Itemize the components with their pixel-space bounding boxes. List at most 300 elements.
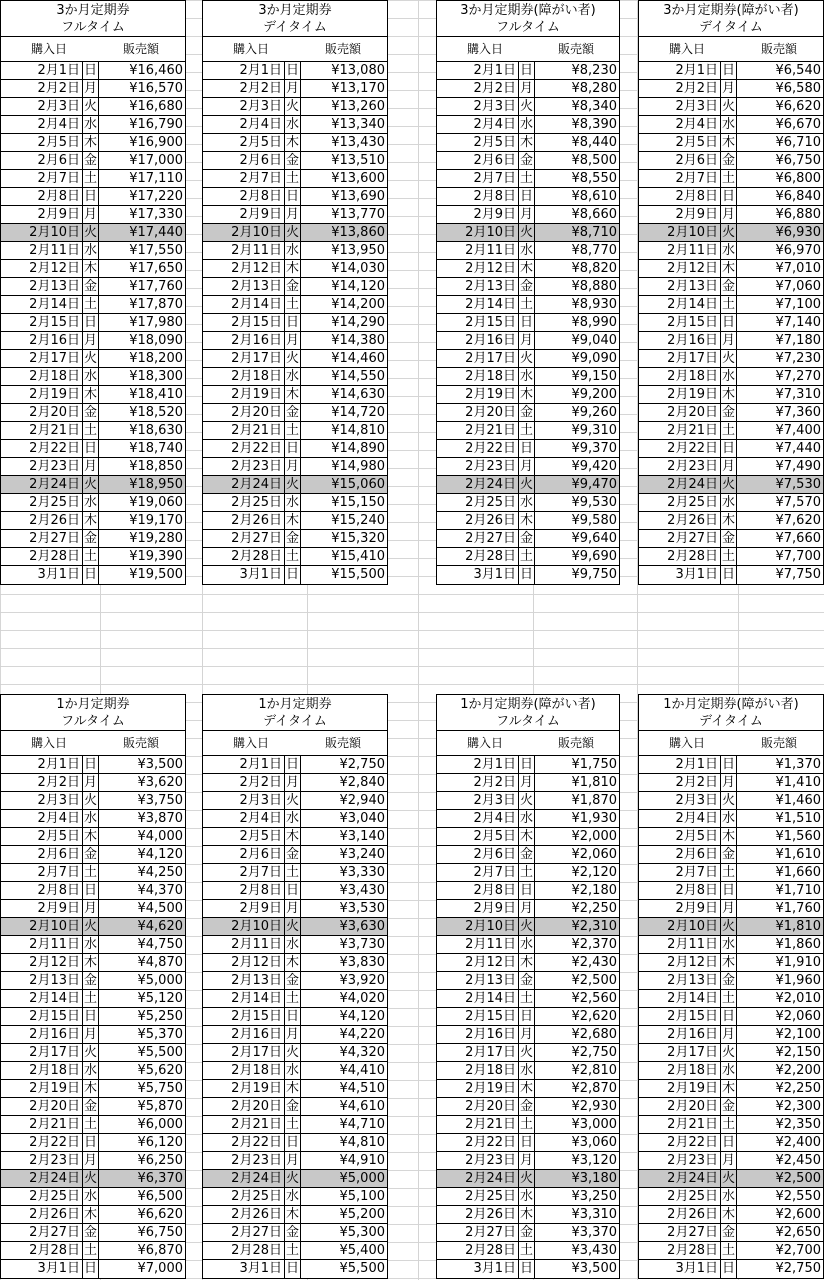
table-row — [203, 846, 387, 864]
price-cell: ¥6,580 — [775, 81, 821, 96]
table-row — [639, 1206, 823, 1224]
table-header — [1, 37, 185, 62]
price-cell: ¥15,410 — [331, 549, 385, 564]
table-row — [437, 1008, 619, 1026]
purchase-date-cell: 2月28日 — [437, 548, 519, 565]
price-cell: ¥2,100 — [775, 1027, 821, 1042]
price-cell: ¥18,950 — [129, 477, 183, 492]
price-cell: ¥4,220 — [339, 1027, 385, 1042]
price-cell: ¥19,060 — [129, 495, 183, 510]
price-cell: ¥4,610 — [339, 1099, 385, 1114]
table-row — [639, 864, 823, 882]
weekday-cell: 火 — [285, 225, 299, 240]
weekday-cell: 火 — [285, 919, 299, 934]
price-cell: ¥2,840 — [339, 775, 385, 790]
price-cell: ¥19,280 — [129, 531, 183, 546]
price-cell: ¥14,810 — [331, 423, 385, 438]
purchase-date-cell: 2月17日 — [203, 1044, 285, 1061]
purchase-date-cell: 2月18日 — [639, 1062, 721, 1079]
weekday-cell: 月 — [519, 459, 533, 474]
weekday-cell: 日 — [721, 1261, 735, 1276]
purchase-date-cell: 2月21日 — [203, 422, 285, 439]
purchase-date-cell: 2月8日 — [437, 188, 519, 205]
table-row — [639, 1170, 823, 1188]
purchase-date-cell: 2月4日 — [639, 116, 721, 133]
table-row — [437, 224, 619, 242]
price-cell: ¥1,370 — [775, 757, 821, 772]
table-row — [437, 242, 619, 260]
weekday-cell: 火 — [721, 99, 735, 114]
table-row — [203, 170, 387, 188]
table-row — [639, 1224, 823, 1242]
table-row — [203, 918, 387, 936]
purchase-date-cell: 2月8日 — [1, 882, 83, 899]
price-cell: ¥19,390 — [129, 549, 183, 564]
table-row — [1, 918, 185, 936]
purchase-date-cell: 2月18日 — [437, 1062, 519, 1079]
weekday-cell: 土 — [721, 549, 735, 564]
weekday-cell: 木 — [83, 1207, 97, 1222]
price-cell: ¥6,000 — [137, 1117, 183, 1132]
purchase-date-cell: 2月5日 — [437, 828, 519, 845]
weekday-cell: 日 — [721, 1009, 735, 1024]
weekday-cell: 水 — [721, 1189, 735, 1204]
table-row — [203, 1008, 387, 1026]
price-cell: ¥9,640 — [571, 531, 617, 546]
price-cell: ¥2,430 — [571, 955, 617, 970]
price-cell: ¥2,600 — [775, 1207, 821, 1222]
weekday-cell: 月 — [285, 1153, 299, 1168]
price-cell: ¥14,200 — [331, 297, 385, 312]
price-cell: ¥4,750 — [137, 937, 183, 952]
weekday-cell: 土 — [83, 865, 97, 880]
price-cell: ¥2,560 — [571, 991, 617, 1006]
weekday-cell: 火 — [83, 919, 97, 934]
weekday-cell: 金 — [83, 1225, 97, 1240]
price-cell: ¥3,620 — [137, 775, 183, 790]
table-row — [639, 1062, 823, 1080]
table-row — [639, 548, 823, 566]
purchase-date-cell: 2月25日 — [203, 1188, 285, 1205]
purchase-date-cell: 2月22日 — [639, 1134, 721, 1151]
price-cell: ¥7,060 — [775, 279, 821, 294]
purchase-date-cell: 2月9日 — [203, 900, 285, 917]
purchase-date-cell: 2月4日 — [1, 116, 83, 133]
weekday-cell: 火 — [285, 477, 299, 492]
weekday-cell: 木 — [721, 135, 735, 150]
price-cell: ¥13,260 — [331, 99, 385, 114]
table-row — [1, 530, 185, 548]
price-cell: ¥2,750 — [571, 1045, 617, 1060]
price-cell: ¥18,630 — [129, 423, 183, 438]
table-row — [639, 368, 823, 386]
price-cell: ¥1,870 — [571, 793, 617, 808]
price-cell: ¥14,030 — [331, 261, 385, 276]
price-cell: ¥9,040 — [571, 333, 617, 348]
table-row — [203, 882, 387, 900]
table-row — [639, 792, 823, 810]
weekday-cell: 金 — [721, 531, 735, 546]
price-cell: ¥6,840 — [775, 189, 821, 204]
purchase-date-cell: 2月2日 — [437, 80, 519, 97]
table-row — [639, 296, 823, 314]
purchase-date-cell: 3月1日 — [203, 566, 285, 584]
price-cell: ¥1,930 — [571, 811, 617, 826]
weekday-cell: 土 — [721, 423, 735, 438]
weekday-cell: 水 — [83, 243, 97, 258]
table-row — [1, 278, 185, 296]
table-row — [639, 332, 823, 350]
price-cell: ¥14,980 — [331, 459, 385, 474]
price-cell: ¥9,580 — [571, 513, 617, 528]
purchase-date-cell: 2月24日 — [437, 476, 519, 493]
purchase-date-cell: 2月14日 — [639, 296, 721, 313]
table-row — [437, 1080, 619, 1098]
weekday-cell: 金 — [519, 279, 533, 294]
purchase-date-cell: 2月19日 — [639, 386, 721, 403]
purchase-date-cell: 2月14日 — [639, 990, 721, 1007]
weekday-cell: 月 — [721, 81, 735, 96]
price-cell: ¥2,810 — [571, 1063, 617, 1078]
weekday-cell: 土 — [721, 297, 735, 312]
purchase-date-cell: 2月9日 — [437, 206, 519, 223]
purchase-date-cell: 2月1日 — [203, 756, 285, 773]
purchase-date-cell: 2月22日 — [437, 1134, 519, 1151]
weekday-cell: 水 — [83, 495, 97, 510]
table-row — [639, 1080, 823, 1098]
purchase-date-cell: 2月8日 — [437, 882, 519, 899]
weekday-cell: 金 — [83, 153, 97, 168]
table-row — [639, 1134, 823, 1152]
purchase-date-cell: 2月26日 — [1, 1206, 83, 1223]
purchase-date-cell: 2月10日 — [203, 918, 285, 935]
table-row — [437, 530, 619, 548]
purchase-date-cell: 2月21日 — [203, 1116, 285, 1133]
price-cell: ¥18,410 — [129, 387, 183, 402]
price-cell: ¥2,870 — [571, 1081, 617, 1096]
purchase-date-cell: 2月15日 — [203, 1008, 285, 1025]
table-row — [639, 350, 823, 368]
price-cell: ¥8,660 — [571, 207, 617, 222]
purchase-date-cell: 3月1日 — [203, 1260, 285, 1278]
table-row — [437, 386, 619, 404]
price-cell: ¥4,020 — [339, 991, 385, 1006]
weekday-cell: 水 — [83, 369, 97, 384]
table-row — [437, 404, 619, 422]
weekday-cell: 金 — [519, 973, 533, 988]
header-sale-price: 販売額 — [557, 42, 594, 56]
purchase-date-cell: 2月12日 — [639, 260, 721, 277]
weekday-cell: 金 — [519, 847, 533, 862]
purchase-date-cell: 2月27日 — [437, 1224, 519, 1241]
weekday-cell: 水 — [519, 1063, 533, 1078]
weekday-cell: 月 — [83, 1153, 97, 1168]
table-row — [437, 990, 619, 1008]
weekday-cell: 月 — [519, 1153, 533, 1168]
purchase-date-cell: 2月19日 — [437, 1080, 519, 1097]
weekday-cell: 日 — [519, 63, 533, 78]
purchase-date-cell: 2月13日 — [437, 972, 519, 989]
price-cell: ¥6,800 — [775, 171, 821, 186]
purchase-date-cell: 2月24日 — [203, 1170, 285, 1187]
weekday-cell: 木 — [285, 261, 299, 276]
table-row — [203, 206, 387, 224]
price-cell: ¥4,910 — [339, 1153, 385, 1168]
weekday-cell: 金 — [285, 847, 299, 862]
price-cell: ¥2,120 — [571, 865, 617, 880]
table-row — [203, 1098, 387, 1116]
price-cell: ¥2,940 — [339, 793, 385, 808]
price-cell: ¥5,000 — [339, 1171, 385, 1186]
table-row — [639, 476, 823, 494]
price-cell: ¥9,750 — [571, 567, 617, 582]
purchase-date-cell: 2月16日 — [1, 332, 83, 349]
purchase-date-cell: 2月1日 — [437, 756, 519, 773]
purchase-date-cell: 2月7日 — [639, 170, 721, 187]
price-cell: ¥1,750 — [571, 757, 617, 772]
table-row — [1, 1224, 185, 1242]
table-row — [1, 1188, 185, 1206]
header-sale-price: 販売額 — [122, 42, 159, 56]
price-cell: ¥3,240 — [339, 847, 385, 862]
table-row — [203, 224, 387, 242]
purchase-date-cell: 2月5日 — [1, 828, 83, 845]
purchase-date-cell: 2月15日 — [1, 1008, 83, 1025]
purchase-date-cell: 3月1日 — [639, 566, 721, 584]
weekday-cell: 木 — [519, 135, 533, 150]
price-cell: ¥2,680 — [571, 1027, 617, 1042]
price-cell: ¥13,510 — [331, 153, 385, 168]
weekday-cell: 水 — [285, 117, 299, 132]
table-row — [203, 900, 387, 918]
purchase-date-cell: 2月7日 — [437, 170, 519, 187]
weekday-cell: 月 — [83, 81, 97, 96]
weekday-cell: 木 — [721, 1207, 735, 1222]
table-row — [437, 548, 619, 566]
table-row — [1, 774, 185, 792]
price-cell: ¥5,500 — [339, 1261, 385, 1276]
purchase-date-cell: 2月6日 — [639, 152, 721, 169]
purchase-date-cell: 2月16日 — [203, 1026, 285, 1043]
table-row — [639, 116, 823, 134]
weekday-cell: 土 — [285, 297, 299, 312]
purchase-date-cell: 2月11日 — [1, 936, 83, 953]
purchase-date-cell: 2月28日 — [639, 1242, 721, 1259]
weekday-cell: 金 — [721, 405, 735, 420]
price-cell: ¥14,890 — [331, 441, 385, 456]
purchase-date-cell: 2月22日 — [203, 440, 285, 457]
weekday-cell: 土 — [285, 1243, 299, 1258]
purchase-date-cell: 2月26日 — [203, 512, 285, 529]
weekday-cell: 日 — [285, 757, 299, 772]
price-cell: ¥17,760 — [129, 279, 183, 294]
price-cell: ¥5,000 — [137, 973, 183, 988]
price-cell: ¥18,850 — [129, 459, 183, 474]
price-cell: ¥9,420 — [571, 459, 617, 474]
weekday-cell: 木 — [83, 135, 97, 150]
price-cell: ¥14,380 — [331, 333, 385, 348]
table-row — [1, 296, 185, 314]
purchase-date-cell: 2月11日 — [437, 936, 519, 953]
table-row — [203, 566, 387, 584]
table-row — [1, 1260, 185, 1278]
purchase-date-cell: 2月26日 — [437, 512, 519, 529]
fare-table — [202, 0, 388, 585]
weekday-cell: 火 — [83, 225, 97, 240]
purchase-date-cell: 2月21日 — [1, 422, 83, 439]
table-row — [203, 1188, 387, 1206]
weekday-cell: 日 — [519, 1009, 533, 1024]
table-title-line1: 3か月定期券 — [258, 3, 332, 18]
purchase-date-cell: 2月17日 — [437, 1044, 519, 1061]
table-row — [1, 332, 185, 350]
weekday-cell: 金 — [285, 279, 299, 294]
weekday-cell: 土 — [519, 297, 533, 312]
weekday-cell: 水 — [285, 811, 299, 826]
price-cell: ¥17,330 — [129, 207, 183, 222]
purchase-date-cell: 2月17日 — [639, 350, 721, 367]
weekday-cell: 金 — [83, 279, 97, 294]
table-row — [639, 1188, 823, 1206]
purchase-date-cell: 2月26日 — [437, 1206, 519, 1223]
table-row — [203, 476, 387, 494]
weekday-cell: 水 — [519, 495, 533, 510]
price-cell: ¥8,440 — [571, 135, 617, 150]
table-row — [203, 260, 387, 278]
purchase-date-cell: 2月18日 — [437, 368, 519, 385]
price-cell: ¥17,870 — [129, 297, 183, 312]
purchase-date-cell: 2月8日 — [1, 188, 83, 205]
price-cell: ¥17,440 — [129, 225, 183, 240]
weekday-cell: 火 — [519, 225, 533, 240]
purchase-date-cell: 2月28日 — [203, 1242, 285, 1259]
header-purchase-date: 購入日 — [668, 42, 705, 56]
weekday-cell: 金 — [83, 973, 97, 988]
table-row — [1, 1008, 185, 1026]
purchase-date-cell: 2月3日 — [437, 98, 519, 115]
table-row — [639, 828, 823, 846]
price-cell: ¥7,010 — [775, 261, 821, 276]
purchase-date-cell: 2月1日 — [639, 756, 721, 773]
weekday-cell: 水 — [83, 811, 97, 826]
purchase-date-cell: 2月26日 — [639, 512, 721, 529]
table-header — [639, 731, 823, 756]
weekday-cell: 水 — [721, 1063, 735, 1078]
weekday-cell: 木 — [83, 387, 97, 402]
price-cell: ¥3,120 — [571, 1153, 617, 1168]
weekday-cell: 土 — [83, 549, 97, 564]
weekday-cell: 火 — [285, 1045, 299, 1060]
price-cell: ¥7,000 — [137, 1261, 183, 1276]
weekday-cell: 水 — [285, 937, 299, 952]
table-row — [1, 188, 185, 206]
price-cell: ¥2,060 — [775, 1009, 821, 1024]
price-cell: ¥5,400 — [339, 1243, 385, 1258]
purchase-date-cell: 2月13日 — [639, 972, 721, 989]
purchase-date-cell: 2月8日 — [203, 188, 285, 205]
table-row — [437, 170, 619, 188]
table-row — [437, 918, 619, 936]
table-row — [437, 1242, 619, 1260]
price-cell: ¥3,630 — [339, 919, 385, 934]
table-row — [437, 314, 619, 332]
weekday-cell: 火 — [721, 225, 735, 240]
weekday-cell: 日 — [285, 315, 299, 330]
price-cell: ¥1,410 — [775, 775, 821, 790]
table-row — [1, 1062, 185, 1080]
weekday-cell: 日 — [285, 441, 299, 456]
purchase-date-cell: 2月22日 — [437, 440, 519, 457]
weekday-cell: 土 — [83, 171, 97, 186]
purchase-date-cell: 2月9日 — [1, 206, 83, 223]
price-cell: ¥14,550 — [331, 369, 385, 384]
price-cell: ¥1,860 — [775, 937, 821, 952]
table-row — [203, 116, 387, 134]
weekday-cell: 日 — [519, 757, 533, 772]
price-cell: ¥15,320 — [331, 531, 385, 546]
weekday-cell: 月 — [519, 775, 533, 790]
weekday-cell: 日 — [519, 441, 533, 456]
table-row — [1, 1098, 185, 1116]
weekday-cell: 木 — [519, 1081, 533, 1096]
table-row — [437, 774, 619, 792]
weekday-cell: 日 — [519, 883, 533, 898]
price-cell: ¥13,690 — [331, 189, 385, 204]
price-cell: ¥3,310 — [571, 1207, 617, 1222]
weekday-cell: 木 — [721, 513, 735, 528]
header-sale-price: 販売額 — [122, 736, 159, 750]
purchase-date-cell: 2月27日 — [437, 530, 519, 547]
table-row — [203, 332, 387, 350]
weekday-cell: 土 — [285, 171, 299, 186]
price-cell: ¥9,470 — [571, 477, 617, 492]
table-row — [437, 936, 619, 954]
price-cell: ¥2,500 — [571, 973, 617, 988]
table-row — [437, 188, 619, 206]
purchase-date-cell: 2月16日 — [639, 1026, 721, 1043]
weekday-cell: 金 — [285, 531, 299, 546]
weekday-cell: 水 — [285, 369, 299, 384]
purchase-date-cell: 2月6日 — [203, 846, 285, 863]
purchase-date-cell: 2月17日 — [437, 350, 519, 367]
price-cell: ¥9,530 — [571, 495, 617, 510]
table-row — [437, 368, 619, 386]
purchase-date-cell: 2月22日 — [203, 1134, 285, 1151]
weekday-cell: 火 — [519, 1171, 533, 1186]
weekday-cell: 土 — [83, 1243, 97, 1258]
price-cell: ¥4,870 — [137, 955, 183, 970]
weekday-cell: 木 — [285, 1207, 299, 1222]
table-row — [437, 1098, 619, 1116]
price-cell: ¥16,680 — [129, 99, 183, 114]
table-row — [1, 1044, 185, 1062]
table-row — [1, 476, 185, 494]
weekday-cell: 木 — [285, 513, 299, 528]
purchase-date-cell: 2月28日 — [1, 548, 83, 565]
fare-table — [638, 0, 824, 585]
price-cell: ¥7,440 — [775, 441, 821, 456]
table-row — [1, 440, 185, 458]
table-row — [437, 1224, 619, 1242]
price-cell: ¥5,100 — [339, 1189, 385, 1204]
weekday-cell: 日 — [83, 189, 97, 204]
price-cell: ¥7,100 — [775, 297, 821, 312]
price-cell: ¥4,710 — [339, 1117, 385, 1132]
purchase-date-cell: 2月19日 — [203, 386, 285, 403]
weekday-cell: 水 — [519, 243, 533, 258]
purchase-date-cell: 2月4日 — [639, 810, 721, 827]
header-sale-price: 販売額 — [557, 736, 594, 750]
